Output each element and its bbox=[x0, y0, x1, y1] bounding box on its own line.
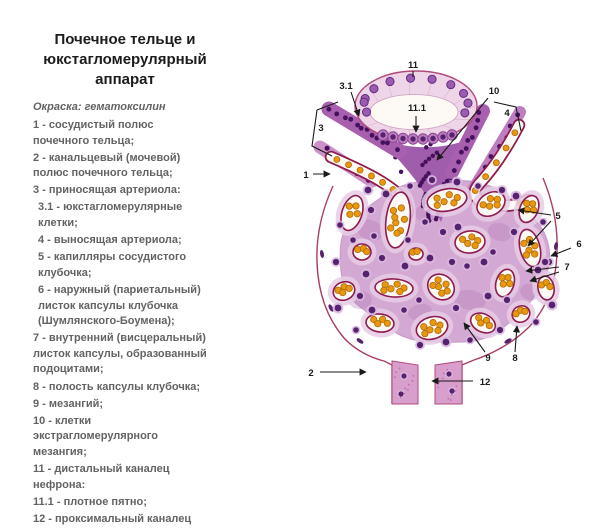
figure-label-4: 4 bbox=[504, 108, 510, 119]
figure-label-1: 1 bbox=[303, 170, 309, 181]
figure-label-11-1: 11.1 bbox=[408, 103, 427, 114]
proximal-tubule bbox=[392, 361, 462, 404]
renal-corpuscle-illustration bbox=[292, 42, 598, 434]
legend-item: 6 - наружный (париетальный) листок капсулы клубочка (Шумлянского-Боумена); bbox=[33, 283, 207, 330]
renal-corpuscle-svg bbox=[292, 42, 598, 434]
legend-item: 4 - выносящая артериола; bbox=[33, 233, 207, 249]
legend-item: 3 - приносящая артериола: bbox=[33, 183, 207, 199]
figure-label-8: 8 bbox=[512, 353, 517, 364]
figure-label-10: 10 bbox=[489, 86, 500, 97]
legend-item: 10 - клетки экстрагломерулярного мезангия; bbox=[33, 414, 207, 461]
legend-item: 3.1 - юкстагломерулярные клетки; bbox=[33, 200, 207, 231]
figure-label-9: 9 bbox=[485, 353, 490, 364]
legend-item: 9 - мезангий; bbox=[33, 397, 207, 413]
stain-note: Окраска: гематоксилин bbox=[25, 101, 225, 113]
legend-item: 2 - канальцевый (мочевой) полюс почечного тельца; bbox=[33, 151, 207, 182]
legend-item: 1 - сосудистый полюс почечного тельца; bbox=[33, 118, 207, 149]
figure-label-11: 11 bbox=[408, 60, 419, 71]
legend-item: 12 - проксимальный каналец bbox=[33, 512, 207, 528]
legend-item: 11.1 - плотное пятно; bbox=[33, 495, 207, 511]
figure-label-2: 2 bbox=[308, 368, 313, 379]
title-line: юкстагломерулярный bbox=[25, 50, 225, 70]
title-line: Почечное тельце и bbox=[25, 30, 225, 50]
legend-list bbox=[25, 118, 207, 527]
legend-item: 5 - капилляры сосудистого клубочка; bbox=[33, 250, 207, 281]
figure-label-3: 3 bbox=[318, 123, 323, 134]
legend-item: 11 - дистальный каналец нефрона: bbox=[33, 462, 207, 493]
figure-label-7: 7 bbox=[564, 262, 569, 273]
page-title bbox=[25, 30, 225, 90]
legend-item: 7 - внутренний (висцеральный) листок капсулы, образованный подоцитами; bbox=[33, 331, 207, 378]
legend-item: 8 - полость капсулы клубочка; bbox=[33, 380, 207, 396]
figure-label-12: 12 bbox=[480, 377, 491, 388]
figure-label-6: 6 bbox=[576, 239, 581, 250]
left-panel bbox=[25, 30, 225, 529]
figure-label-3-1: 3.1 bbox=[339, 81, 353, 92]
title-line: аппарат bbox=[25, 70, 225, 90]
figure-label-5: 5 bbox=[555, 211, 561, 222]
